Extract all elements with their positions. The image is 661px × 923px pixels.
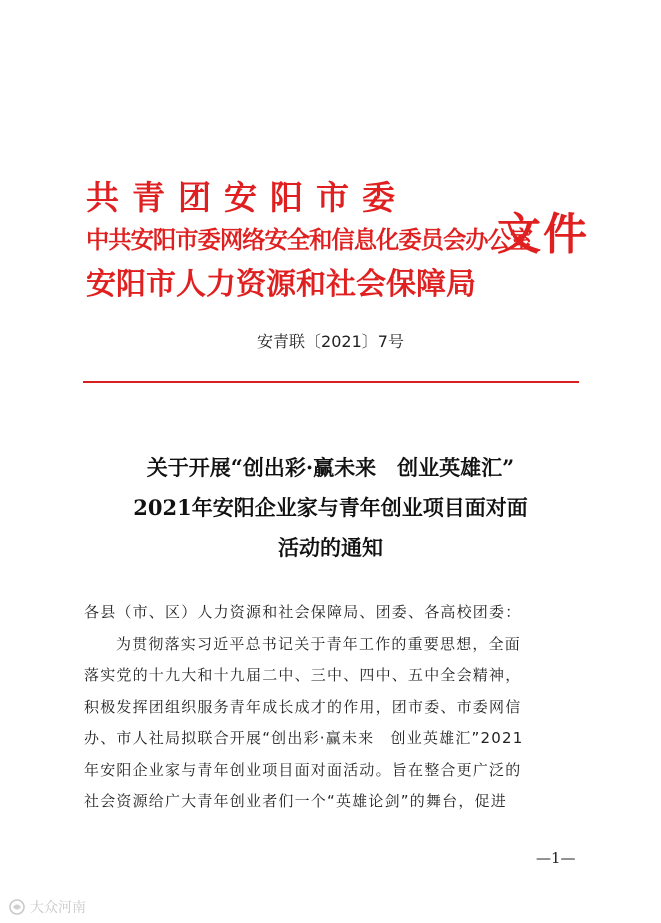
- document-body: [84, 597, 584, 818]
- body-line: 积极发挥团组织服务青年成长成才的作用，团市委、市委网信: [84, 697, 522, 716]
- body-line: 年安阳企业家与青年创业项目面对面活动。旨在整合更广泛的: [84, 760, 522, 779]
- title-line-1: 关于开展“创出彩·赢未来 创业英雄汇”: [146, 455, 515, 480]
- body-line: 社会资源给广大青年创业者们一个“英雄论剑”的舞台，促进: [84, 792, 507, 810]
- issuer-line-1: 共青团安阳市委: [86, 178, 408, 217]
- document-number: 安青联〔2021〕7号: [257, 332, 404, 351]
- title-line-2: 2021年安阳企业家与青年创业项目面对面: [133, 495, 528, 520]
- logo-icon: [8, 898, 26, 916]
- watermark-text: 大众河南: [30, 900, 86, 916]
- page-number: —1—: [536, 849, 576, 867]
- watermark: [8, 897, 86, 917]
- title-line-3: 活动的通知: [278, 535, 383, 560]
- body-line: 办、市人社局拟联合开展“创出彩·赢未来 创业英雄汇”2021: [84, 729, 524, 747]
- body-line: 为贯彻落实习近平总书记关于青年工作的重要思想，全面: [116, 634, 522, 653]
- salutation: 各县（市、区）人力资源和社会保障局、团委、各高校团委：: [84, 603, 522, 621]
- document-word: 文件: [497, 209, 589, 260]
- issuer-line-3: 安阳市人力资源和社会保障局: [86, 267, 476, 302]
- issuer-line-2: 中共安阳市委网络安全和信息化委员会办公室: [86, 225, 533, 254]
- body-line: 落实党的十九大和十九届二中、三中、四中、五中全会精神，: [84, 666, 522, 684]
- document-title: [60, 448, 601, 568]
- red-divider: [83, 381, 579, 383]
